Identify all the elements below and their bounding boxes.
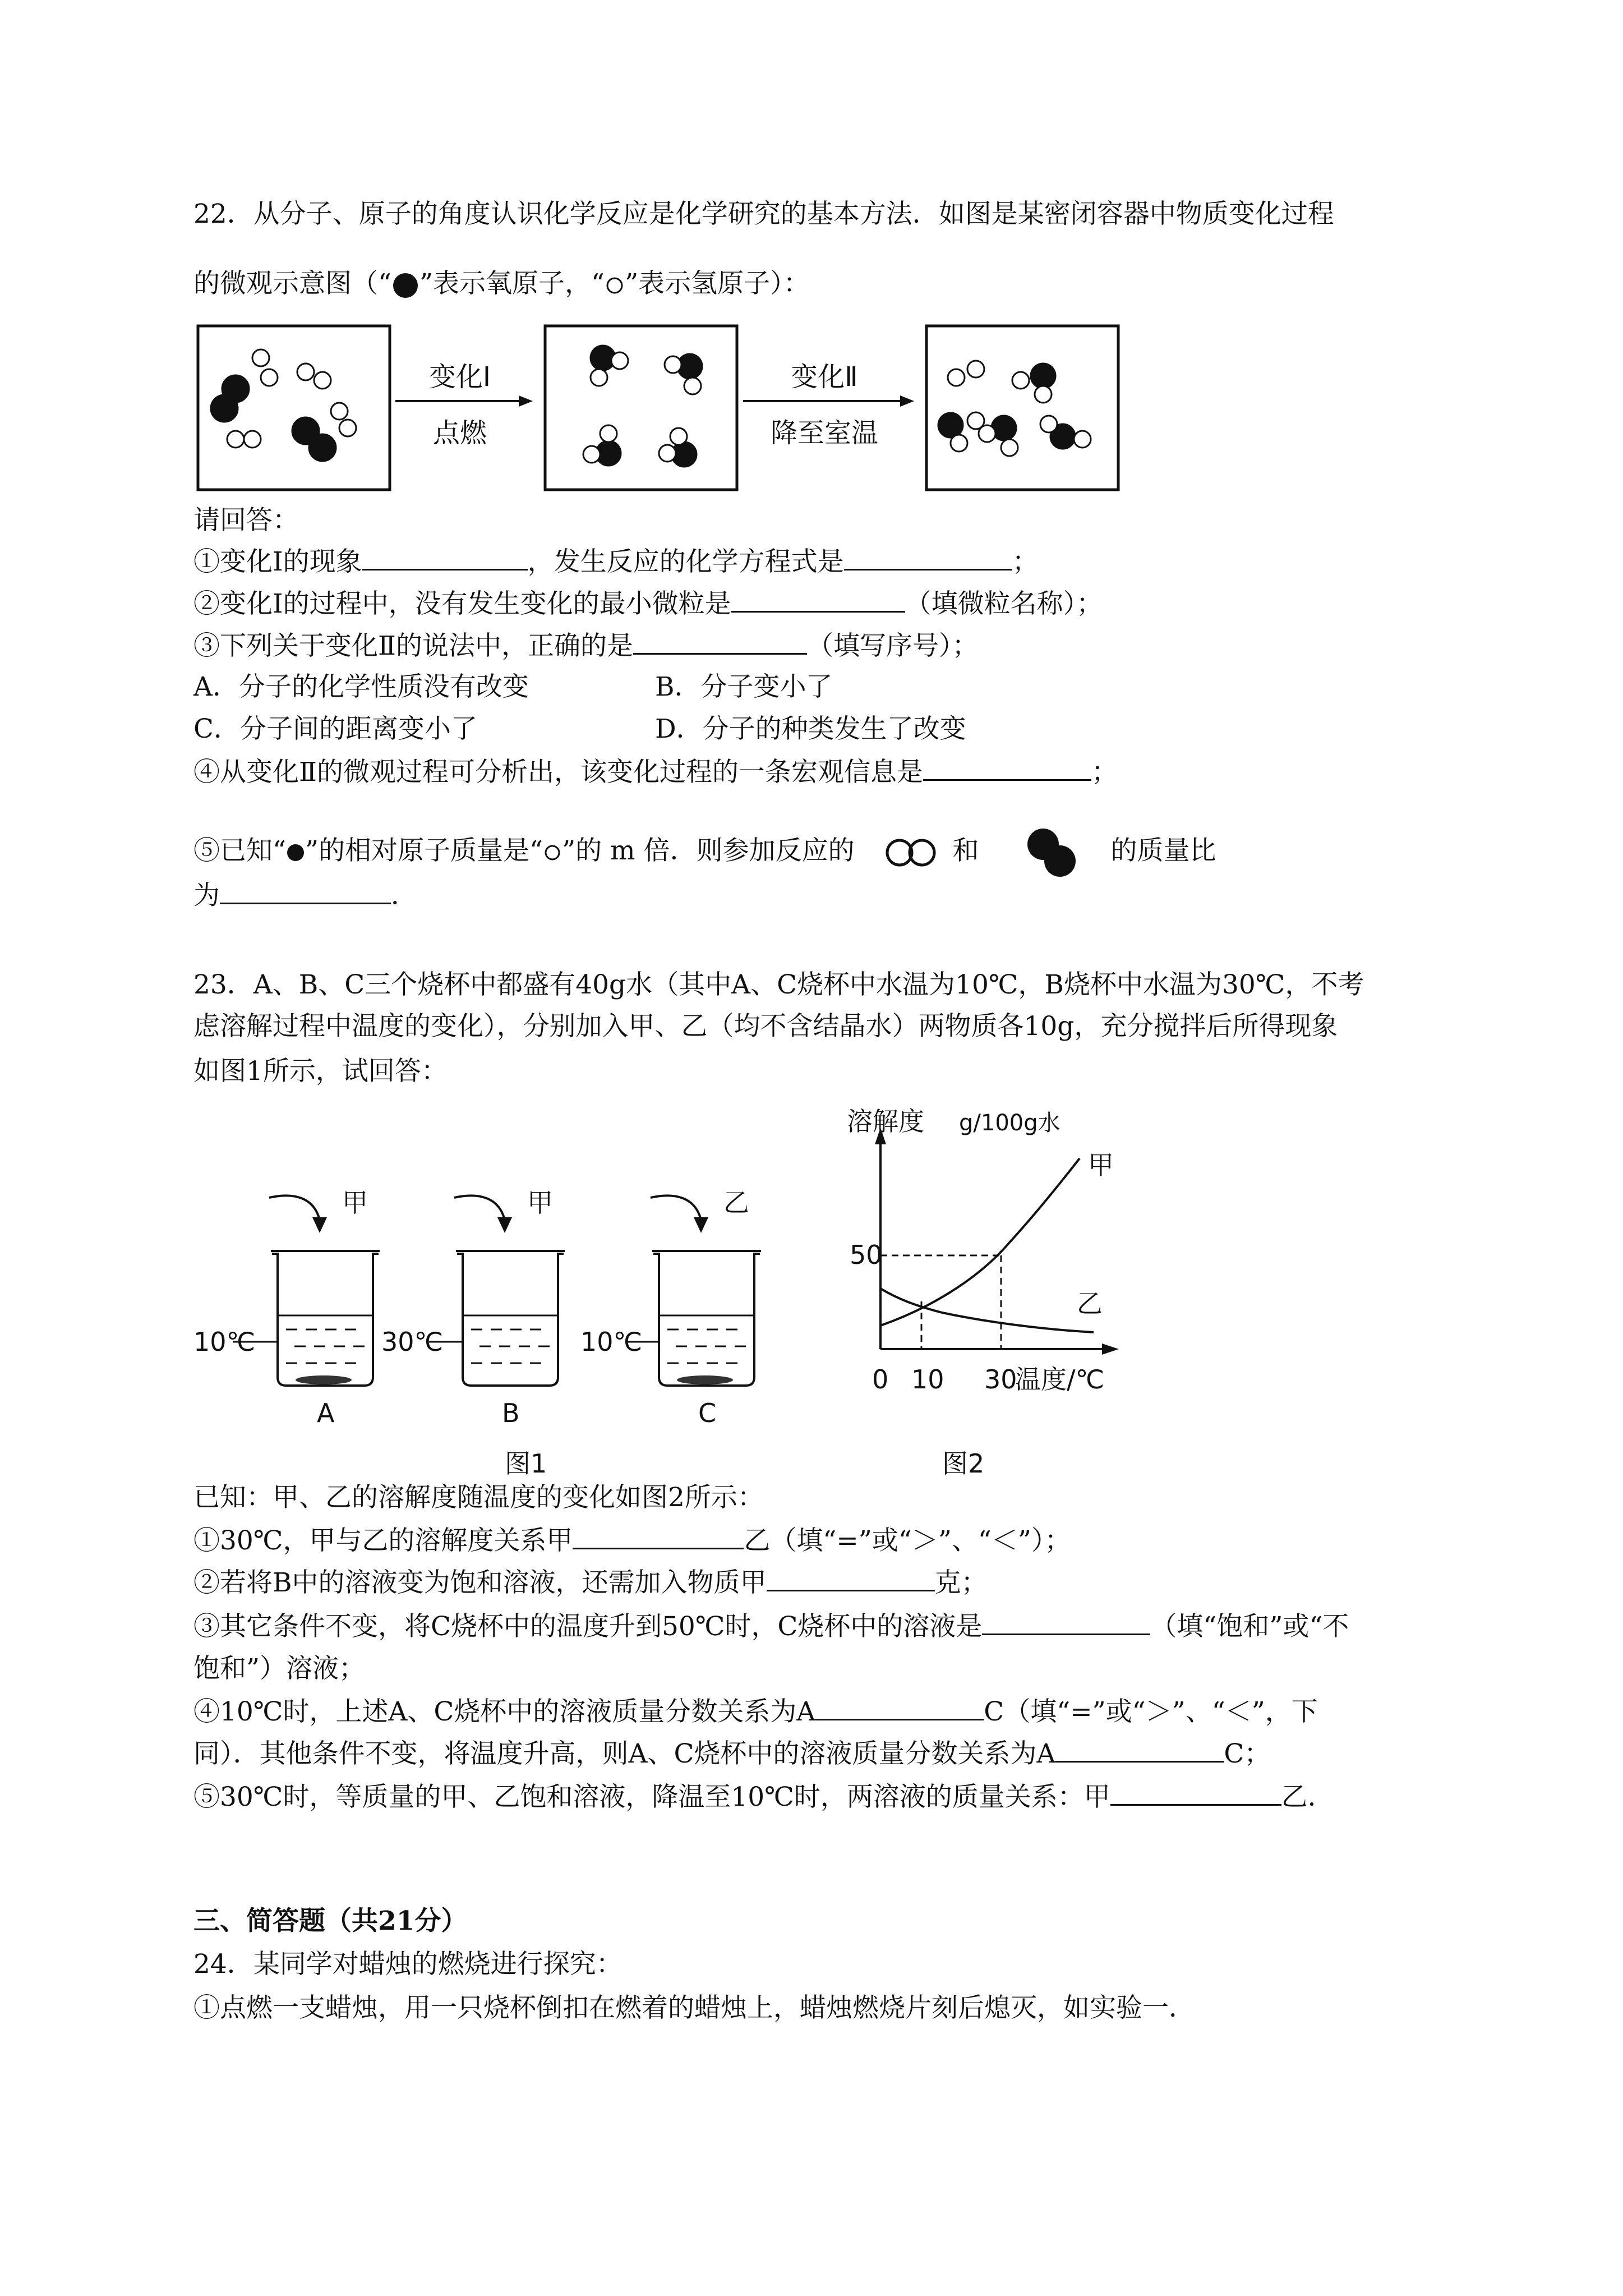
q22-s5-f: 为 xyxy=(193,880,220,911)
q23-a1-a: ①30℃，甲与乙的溶解度关系甲 xyxy=(193,1525,573,1556)
series-yi-curve xyxy=(880,1289,1094,1332)
series-yi-label: 乙 xyxy=(1077,1289,1103,1319)
q23-line3: 如图1所示，试回答： xyxy=(193,1056,448,1087)
q23-sub3-cont: 饱和”）溶液； xyxy=(193,1653,366,1684)
q23-a1-b: 乙（填“=”或“＞”、“＜”）； xyxy=(744,1525,1071,1556)
arrow1-top-label: 变化Ⅰ xyxy=(428,361,491,393)
q22-s4-a: ④从变化Ⅱ的微观过程可分析出，该变化过程的一条宏观信息是 xyxy=(193,757,923,788)
answer-blank[interactable] xyxy=(573,1523,744,1549)
q22-sub4 xyxy=(193,754,1118,789)
q23-sub3 xyxy=(193,1609,1349,1644)
q22-s1-c: ； xyxy=(1012,546,1039,577)
q23-sub5 xyxy=(193,1779,1334,1814)
after-box xyxy=(926,326,1118,490)
q23-a2-b: 克； xyxy=(934,1567,988,1598)
q22-s5-e: 的质量比 xyxy=(1110,835,1216,866)
arrow2-bottom-label: 降至室温 xyxy=(770,417,879,449)
q23-a3-b: （填“饱和”或“不 xyxy=(1150,1611,1349,1642)
q22-s1-b: ，发生反应的化学方程式是 xyxy=(527,546,844,577)
reaction-diagram xyxy=(196,324,1122,493)
q22-s3-a: ③下列关于变化Ⅱ的说法中，正确的是 xyxy=(193,631,633,661)
answer-blank[interactable] xyxy=(815,1694,984,1720)
q23-a4-c: 同）．其他条件不变，将温度升高，则A、C烧杯中的溶液质量分数关系为A xyxy=(193,1738,1056,1769)
figure2-caption: 图2 xyxy=(942,1448,985,1478)
answer-blank[interactable] xyxy=(1110,1779,1281,1806)
q23-a5-b: 乙． xyxy=(1281,1782,1334,1812)
beaker-c xyxy=(580,1188,761,1428)
graph-tick-50: 50 xyxy=(850,1240,883,1270)
q22-s5-d: 和 xyxy=(952,835,979,866)
q22-line1: 22．从分子、原子的角度认识化学反应是化学研究的基本方法．如图是某密闭容器中物质变化过程 xyxy=(193,199,1334,229)
q22-s5-b: ”的相对原子质量是“ xyxy=(305,835,543,866)
q22-line2-c: ”表示氢原子）： xyxy=(625,268,810,299)
q23-a3-a: ③其它条件不变，将C烧杯中的温度升到50℃时，C烧杯中的溶液是 xyxy=(193,1611,983,1642)
beaker-c-label: C xyxy=(698,1398,717,1428)
q22-s1-a: ①变化Ⅰ的现象 xyxy=(193,546,362,577)
answer-blank[interactable] xyxy=(923,754,1091,781)
q22-line2-a: 的微观示意图（“ xyxy=(193,268,392,299)
q23-a4-a: ④10℃时，上述A、C烧杯中的溶液质量分数关系为A xyxy=(193,1696,816,1727)
q23-known: 已知：甲、乙的溶解度随温度的变化如图2所示： xyxy=(193,1482,764,1513)
section3-heading: 三、简答题（共21分） xyxy=(193,1906,468,1936)
figure1-caption: 图1 xyxy=(505,1448,547,1479)
option-b: B．分子变小了 xyxy=(655,671,833,702)
answer-blank[interactable] xyxy=(362,544,528,570)
before-molecules xyxy=(211,349,356,461)
graph-ylabel: 溶解度 xyxy=(847,1106,924,1137)
q22-s4-b: ； xyxy=(1091,757,1118,788)
q23-sub4 xyxy=(193,1694,1318,1729)
beaker-b xyxy=(381,1188,565,1428)
q22-s5-g: ． xyxy=(391,880,417,911)
q22-sub3 xyxy=(193,628,978,663)
q23-a4-d: C； xyxy=(1224,1738,1271,1769)
q24-line: 24．某同学对蜡烛的燃烧进行探究： xyxy=(193,1949,623,1980)
beaker-c-substance: 乙 xyxy=(723,1188,749,1218)
beaker-a-label: A xyxy=(317,1398,335,1428)
q23-a2-a: ②若将B中的溶液变为饱和溶液，还需加入物质甲 xyxy=(193,1567,767,1598)
middle-box xyxy=(545,326,737,490)
answer-blank[interactable] xyxy=(844,544,1012,570)
q22-line2-b: ”表示氧原子，“ xyxy=(419,268,605,299)
after-molecules xyxy=(938,361,1091,456)
option-a: A．分子的化学性质没有改变 xyxy=(193,671,529,702)
option-d: D．分子的种类发生了改变 xyxy=(655,714,966,744)
q22-sub2 xyxy=(193,586,1103,621)
q23-sub2 xyxy=(193,1565,988,1600)
beaker-b-substance: 甲 xyxy=(527,1188,553,1218)
beaker-b-temp: 30℃ xyxy=(381,1327,444,1357)
q22-s5-c: ”的 m 倍．则参加反应的 xyxy=(562,835,855,866)
graph-yunit: g/100g水 xyxy=(959,1110,1061,1136)
figure2-solubility-graph xyxy=(841,1102,1155,1478)
q23-line1: 23．A、B、C三个烧杯中都盛有40g水（其中A、C烧杯中水温为10℃，B烧杯中水温为30℃，不考 xyxy=(193,969,1364,1000)
beaker-c-temp: 10℃ xyxy=(580,1327,643,1357)
answer-blank[interactable] xyxy=(633,628,807,655)
hydrogen-molecule-icon xyxy=(880,836,942,869)
hydrogen-atom-icon xyxy=(543,843,562,862)
series-jia-label: 甲 xyxy=(1088,1150,1114,1180)
q22-s3-b: （填写序号）； xyxy=(806,631,979,661)
graph-x-10: 10 xyxy=(911,1364,944,1395)
q22-sub5 xyxy=(193,825,1216,881)
arrow2-top-label: 变化Ⅱ xyxy=(791,361,858,393)
beaker-a-temp: 10℃ xyxy=(193,1327,256,1357)
q23-a5-a: ⑤30℃时，等质量的甲、乙饱和溶液，降温至10℃时，两溶液的质量关系：甲 xyxy=(193,1782,1110,1812)
q22-s2-a: ②变化Ⅰ的过程中，没有发生变化的最小微粒是 xyxy=(193,588,731,619)
arrow1-bottom-label: 点燃 xyxy=(432,417,487,449)
answer-blank[interactable] xyxy=(1055,1736,1224,1763)
answer-blank[interactable] xyxy=(982,1609,1150,1635)
beaker-a xyxy=(193,1188,380,1428)
q22-sub5-cont xyxy=(193,878,417,913)
q23-line2: 虑溶解过程中温度的变化），分别加入甲、乙（均不含结晶水）两物质各10g，充分搅拌后所得现象 xyxy=(193,1011,1338,1042)
q24-sub1: ①点燃一支蜡烛，用一只烧杯倒扣在燃着的蜡烛上，蜡烛燃烧片刻后熄灭，如实验一． xyxy=(193,1993,1195,2023)
q22-s2-b: （填微粒名称）； xyxy=(905,588,1103,619)
oxygen-atom-icon xyxy=(286,843,305,862)
q23-sub4-cont xyxy=(193,1736,1270,1771)
answer-blank[interactable] xyxy=(767,1565,935,1591)
q22-s5-a: ⑤已知“ xyxy=(193,835,287,866)
series-jia-curve xyxy=(880,1158,1080,1326)
q22-sub1 xyxy=(193,544,1039,579)
q23-a4-b: C（填“=”或“＞”、“＜”，下 xyxy=(984,1696,1318,1727)
graph-x-30: 30 xyxy=(984,1364,1017,1395)
beaker-a-substance: 甲 xyxy=(342,1188,368,1218)
q22-ask: 请回答： xyxy=(193,505,299,536)
hydrogen-atom-icon xyxy=(605,275,625,296)
graph-x-0: 0 xyxy=(872,1364,889,1395)
oxygen-molecule-icon xyxy=(1021,825,1082,881)
q23-sub1 xyxy=(193,1523,1071,1558)
option-c: C．分子间的距离变小了 xyxy=(193,714,477,744)
answer-blank[interactable] xyxy=(731,586,905,613)
beaker-b-label: B xyxy=(502,1398,520,1428)
q22-line2 xyxy=(193,267,810,301)
middle-molecules xyxy=(583,346,702,467)
answer-blank[interactable] xyxy=(220,878,391,904)
figure1-beakers xyxy=(193,1167,838,1481)
oxygen-atom-icon xyxy=(391,272,419,300)
graph-xlabel: 温度/℃ xyxy=(1015,1364,1105,1395)
